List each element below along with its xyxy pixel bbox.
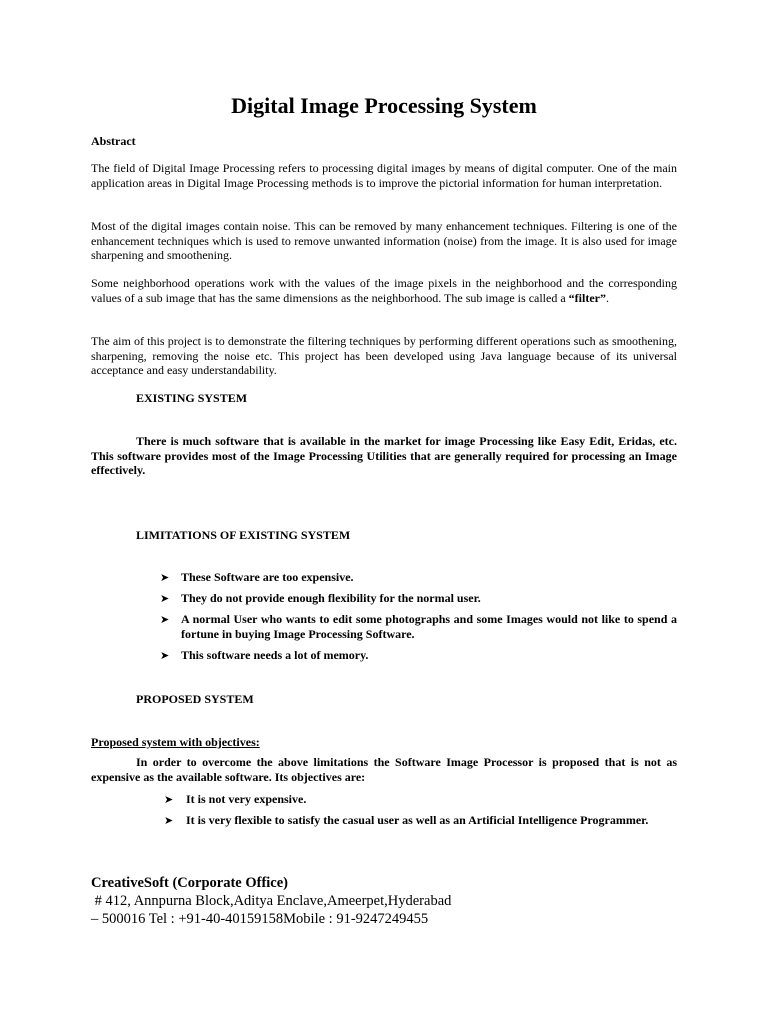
arrow-bullet-icon: ➤ bbox=[160, 571, 170, 584]
document-title: Digital Image Processing System bbox=[231, 93, 537, 118]
abstract-heading: Abstract bbox=[91, 134, 136, 148]
proposed-system-text: In order to overcome the above limitations the Software Image Processor is proposed that is not as expensive as the available software. Its objectives are: bbox=[91, 755, 677, 784]
list-item bbox=[164, 813, 684, 828]
contact-numbers: – 500016 Tel : +91-40-40159158Mobile : 91-9247249455 bbox=[91, 911, 429, 927]
list-item-text: It is very flexible to satisfy the casual user as well as an Artificial Intelligence Programmer. bbox=[186, 813, 649, 827]
office-address: # 412, Annpurna Block,Aditya Enclave,Ameerpet,Hyderabad bbox=[91, 893, 452, 909]
neighborhood-text: Some neighborhood operations work with the values of the image pixels in the neighborhood and the corresponding values of a sub image that has the same dimensions as the neighborhood. The sub image is called a bbox=[91, 276, 677, 305]
proposed-system-heading: PROPOSED SYSTEM bbox=[136, 692, 254, 706]
intro-paragraph: The field of Digital Image Processing refers to processing digital images by means of digital computer. One of the main application areas in Digital Image Processing methods is to improve the pictorial information for human interpretation. bbox=[91, 161, 677, 190]
arrow-bullet-icon: ➤ bbox=[164, 793, 174, 806]
arrow-bullet-icon: ➤ bbox=[160, 613, 170, 626]
proposed-objectives-subheading: Proposed system with objectives: bbox=[91, 735, 260, 749]
list-item-text: They do not provide enough flexibility for the normal user. bbox=[181, 591, 481, 605]
list-item bbox=[160, 612, 677, 642]
neighborhood-paragraph bbox=[91, 276, 677, 305]
filter-term: “filter” bbox=[568, 290, 606, 305]
limitations-heading: LIMITATIONS OF EXISTING SYSTEM bbox=[136, 528, 351, 542]
list-item bbox=[160, 648, 677, 663]
arrow-bullet-icon: ➤ bbox=[160, 649, 170, 662]
company-name: CreativeSoft (Corporate Office) bbox=[91, 875, 289, 891]
existing-system-text: There is much software that is available in the market for image Processing like Easy Edit, Eridas, etc. This software provides most of the Image Processing Utilities that are generally required for processing an Image effectively. bbox=[91, 434, 677, 477]
noise-paragraph: Most of the digital images contain noise. This can be removed by many enhancement techniques. Filtering is one of the enhancement techniques which is used to remove unwanted information (noise) from the image. It is also used for image sharpening and smoothening. bbox=[91, 219, 677, 262]
list-item-text: These Software are too expensive. bbox=[181, 570, 354, 584]
arrow-bullet-icon: ➤ bbox=[160, 592, 170, 605]
arrow-bullet-icon: ➤ bbox=[164, 814, 174, 827]
footer-contact bbox=[91, 874, 691, 928]
objectives-list bbox=[164, 792, 684, 834]
list-item-text: It is not very expensive. bbox=[186, 792, 307, 806]
list-item-text: A normal User who wants to edit some photographs and some Images would not like to spend a fortune in buying Image Processing Software. bbox=[181, 612, 677, 641]
limitations-list bbox=[160, 570, 677, 669]
list-item-text: This software needs a lot of memory. bbox=[181, 648, 369, 662]
list-item bbox=[160, 591, 677, 606]
list-item bbox=[164, 792, 684, 807]
existing-system-heading: EXISTING SYSTEM bbox=[136, 391, 248, 405]
list-item bbox=[160, 570, 677, 585]
filter-suffix: . bbox=[605, 290, 609, 305]
aim-paragraph: The aim of this project is to demonstrate the filtering techniques by performing different operations such as smoothening, sharpening, removing the noise etc. This project has been developed using Java language because of its universal acceptance and easy understandability. bbox=[91, 334, 677, 377]
